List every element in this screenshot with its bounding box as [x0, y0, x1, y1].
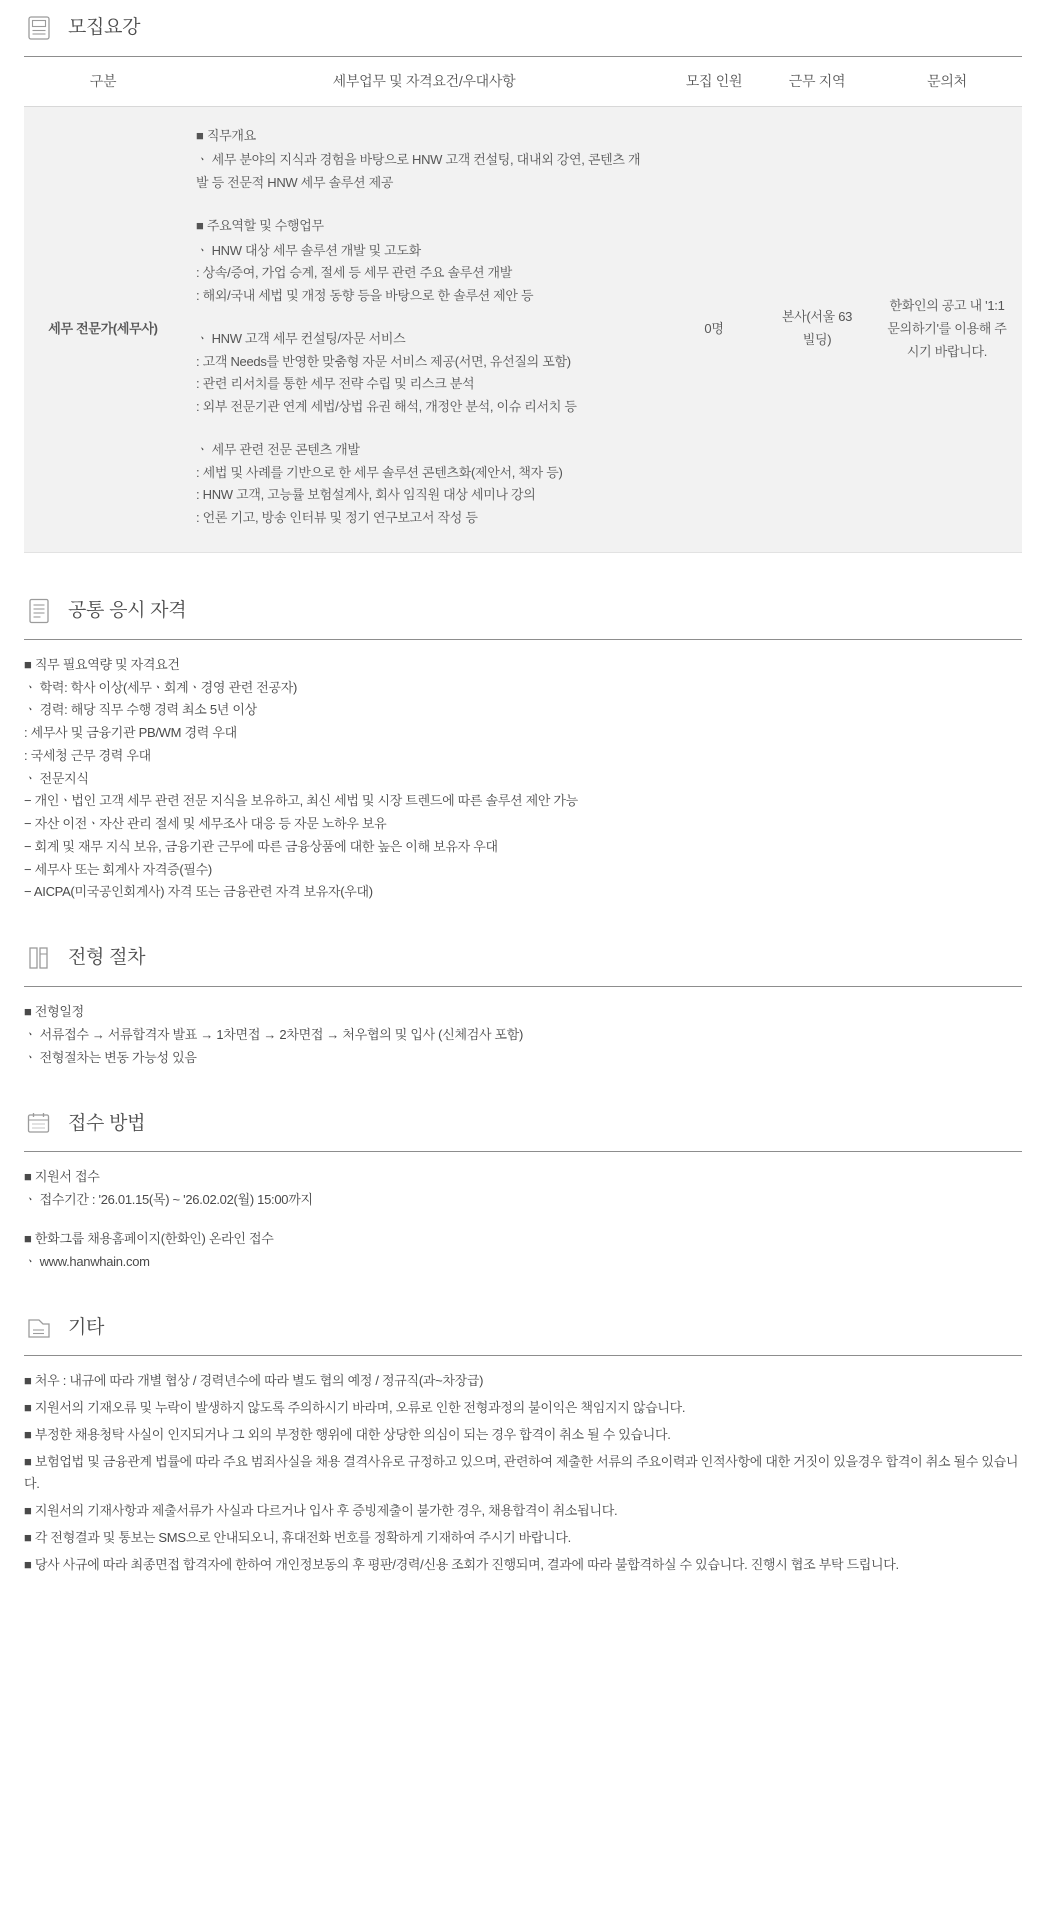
recruit-table [24, 56, 1022, 553]
section-process [0, 930, 1046, 1095]
detail-line: : 관련 리서치를 통한 세무 전략 수립 및 리스크 분석 [196, 376, 475, 392]
body-line: ■ 각 전형결과 및 통보는 SMS으로 안내되오니, 휴대전화 번호를 정확하게 기재하여 주시기 바랍니다. [24, 1529, 571, 1545]
common-heading [0, 583, 1046, 639]
detail-line: : 언론 기고, 방송 인터뷰 및 정기 연구보고서 작성 등 [196, 510, 478, 525]
th-location: 근무 지역 [762, 57, 872, 107]
body-line: ■ 당사 사규에 따라 최종면접 합격자에 한하여 개인정보동의 후 평판/경력/신용 조회가 진행되며, 결과에 따라 불합격하실 수 있습니다. 진행시 협조 부탁 드립니다. [24, 1556, 899, 1572]
apply-lines [24, 1166, 1022, 1299]
body-line: − 개인ㆍ법인 고객 세무 관련 전문 지식을 보유하고, 최신 세법 및 시장 트렌드에 따른 솔루션 제안 가능 [24, 793, 578, 809]
body-line: ■ 한화그룹 채용홈페이지(한화인) 온라인 접수 [24, 1230, 274, 1246]
process-heading [0, 930, 1046, 986]
recruit-title: 모집요강 [68, 17, 141, 39]
cell-category: 세무 전문가(세무사) [24, 106, 182, 552]
apply-title: 접수 방법 [68, 1112, 146, 1134]
th-category: 구분 [24, 57, 182, 107]
table-row [24, 106, 1022, 552]
common-title: 공통 응시 자격 [68, 600, 187, 622]
recruit-heading [0, 0, 1046, 56]
detail-block [196, 439, 652, 530]
body-line: ㆍ www.hanwhain.com [24, 1253, 150, 1269]
body-line: ■ 지원서의 기재사항과 제출서류가 사실과 다르거나 입사 후 증빙제출이 불가한 경우, 채용합격이 취소됩니다. [24, 1503, 618, 1518]
note-icon [24, 1312, 54, 1342]
apply-heading [0, 1095, 1046, 1151]
body-line: − 회계 및 재무 지식 보유, 금융기관 근무에 따른 금융상품에 대한 높은 이해 보유자 우대 [24, 838, 498, 854]
detail-block-heading: ■ 직무개요 [196, 127, 256, 143]
detail-block [196, 215, 652, 308]
body-line: ㆍ 학력: 학사 이상(세무ㆍ회계ㆍ경영 관련 전공자) [24, 679, 298, 695]
common-lines [24, 654, 1022, 930]
body-line: − 자산 이전ㆍ자산 관리 절세 및 세무조사 대응 등 자문 노하우 보유 [24, 816, 387, 831]
etc-heading [0, 1299, 1046, 1355]
detail-line: ㆍ HNW 고객 세무 컨설팅/자문 서비스 [196, 330, 406, 346]
spacer [0, 553, 1046, 583]
body-line: ㆍ 서류접수 → 서류합격자 발표 → 1차면접 → 2차면접 → 처우협의 및 입사 (신체검사 포함) [24, 1026, 524, 1042]
body-line: ■ 보험업법 및 금융관계 법률에 따라 주요 범죄사실을 채용 결격사유로 규정하고 있으며, 관련하여 제출한 서류의 주요이력과 인적사항에 대한 거짓이 있을경우 합격이 취소 될수 있습니다. [24, 1453, 1019, 1492]
detail-line: : 고객 Needs를 반영한 맞춤형 자문 서비스 제공(서면, 유선질의 포함) [196, 353, 571, 369]
detail-line: : 상속/증여, 가업 승계, 절세 등 세무 관련 주요 솔루션 개발 [196, 265, 513, 281]
etc-title: 기타 [68, 1316, 105, 1338]
section-etc [0, 1299, 1046, 1606]
body-line: − AICPA(미국공인회계사) 자격 또는 금융관련 자격 보유자(우대) [24, 884, 373, 900]
detail-line: ㆍ HNW 대상 세무 솔루션 개발 및 고도화 [196, 242, 421, 258]
process-lines [24, 1001, 1022, 1095]
section-common [0, 583, 1046, 930]
detail-line: : 세법 및 사례를 기반으로 한 세무 솔루션 콘텐츠화(제안서, 책자 등) [196, 464, 563, 480]
cell-location: 본사(서울 63빌딩) [762, 106, 872, 552]
table-header-row [24, 57, 1022, 107]
detail-line: : 외부 전문기관 연계 세법/상법 유권 해석, 개정안 분석, 이슈 리서치 등 [196, 399, 577, 414]
body-line: ㆍ 전형절차는 변동 가능성 있음 [24, 1049, 197, 1065]
section-recruit [0, 0, 1046, 553]
common-body [0, 639, 1046, 930]
body-line: : 국세청 근무 경력 우대 [24, 747, 151, 763]
etc-lines [24, 1370, 1022, 1606]
body-line: ㆍ 접수기간 : '26.01.15(목) ~ '26.02.02(월) 15:00까지 [24, 1192, 313, 1207]
body-line: ■ 지원서의 기재오류 및 누락이 발생하지 않도록 주의하시기 바라며, 오류로 인한 전형과정의 불이익은 책임지지 않습니다. [24, 1400, 686, 1415]
detail-block [196, 125, 652, 195]
steps-icon [24, 943, 54, 973]
process-body [0, 986, 1046, 1095]
document-list-icon [24, 13, 54, 43]
body-line: ■ 직무 필요역량 및 자격요건 [24, 656, 180, 672]
detail-blocks [196, 125, 652, 530]
apply-body [0, 1151, 1046, 1299]
body-line: ■ 전형일정 [24, 1004, 84, 1019]
cell-detail [182, 106, 666, 552]
cell-contact: 한화인의 공고 내 '1:1 문의하기'를 이용해 주시기 바랍니다. [872, 106, 1022, 552]
detail-block-heading: ■ 주요역할 및 수행업무 [196, 217, 324, 233]
th-detail: 세부업무 및 자격요건/우대사항 [182, 57, 666, 107]
th-contact: 문의처 [872, 57, 1022, 107]
detail-line: : 해외/국내 세법 및 개정 동향 등을 바탕으로 한 솔루션 제안 등 [196, 288, 534, 303]
body-line: ■ 지원서 접수 [24, 1169, 100, 1185]
etc-body [0, 1355, 1046, 1606]
body-line: ■ 처우 : 내규에 따라 개별 협상 / 경력년수에 따라 별도 협의 예정 / 정규직(과~차장급) [24, 1373, 484, 1389]
process-title: 전형 절차 [68, 947, 146, 969]
calendar-icon [24, 1108, 54, 1138]
body-line: ㆍ 전문지식 [24, 770, 89, 786]
divider [24, 986, 1022, 987]
divider [24, 639, 1022, 640]
th-headcount: 모집 인원 [666, 57, 762, 107]
body-line: − 세무사 또는 회계사 자격증(필수) [24, 861, 212, 877]
detail-line: : HNW 고객, 고능률 보험설계사, 회사 임직원 대상 세미나 강의 [196, 487, 536, 503]
detail-line: ㆍ 세무 분야의 지식과 경험을 바탕으로 HNW 고객 컨설팅, 대내외 강연, 콘텐츠 개발 등 전문적 HNW 세무 솔루션 제공 [196, 152, 641, 190]
body-line: ㆍ 경력: 해당 직무 수행 경력 최소 5년 이상 [24, 702, 257, 718]
divider [24, 1151, 1022, 1152]
cell-headcount: 0명 [666, 106, 762, 552]
recruit-table-wrap [0, 56, 1046, 553]
body-line: : 세무사 및 금융기관 PB/WM 경력 우대 [24, 725, 237, 740]
detail-line: ㆍ 세무 관련 전문 콘텐츠 개발 [196, 441, 360, 457]
checklist-icon [24, 596, 54, 626]
section-apply [0, 1095, 1046, 1299]
divider [24, 1355, 1022, 1356]
body-line: ■ 부정한 채용청탁 사실이 인지되거나 그 외의 부정한 행위에 대한 상당한 의심이 되는 경우 합격이 취소 될 수 있습니다. [24, 1426, 671, 1442]
detail-block [196, 328, 652, 419]
